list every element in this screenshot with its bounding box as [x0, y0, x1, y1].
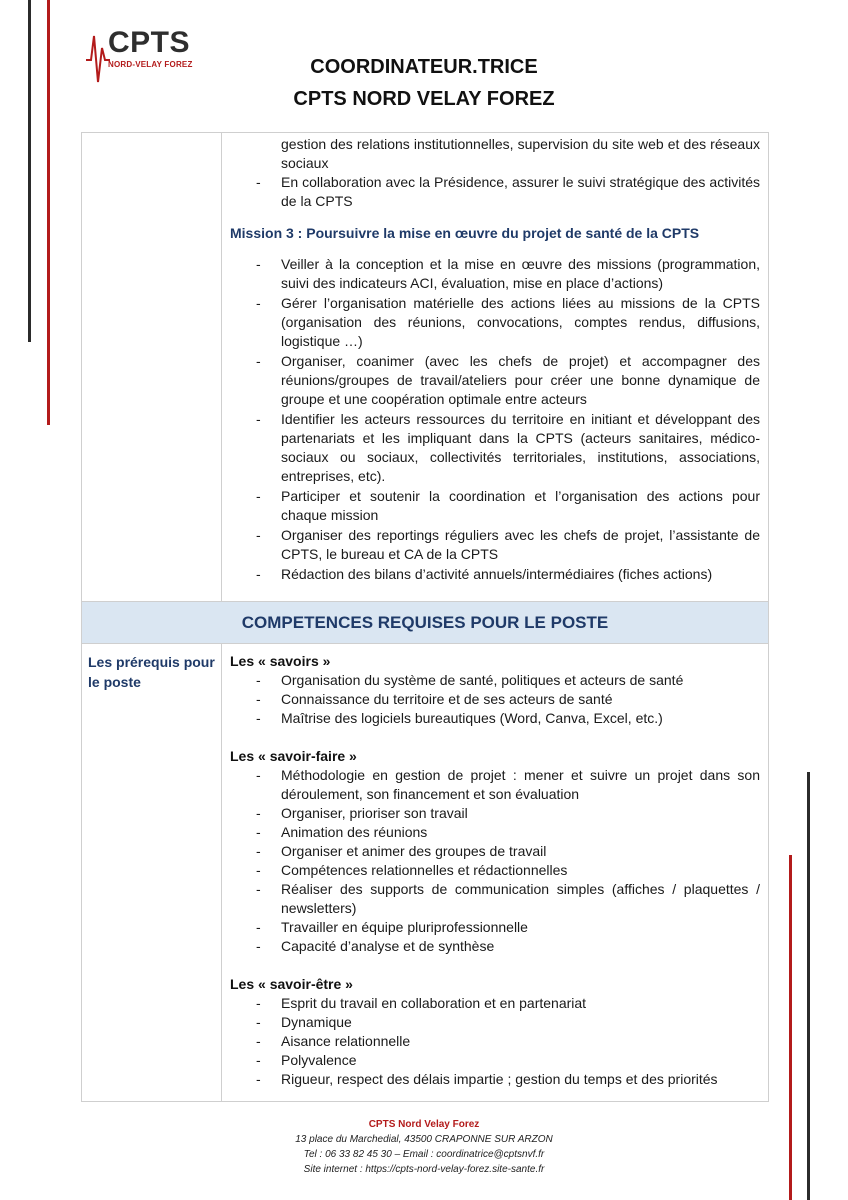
prerequisites-label: Les prérequis pour le poste: [88, 654, 215, 690]
savoirs-list: [230, 671, 760, 728]
list-item: [230, 842, 760, 861]
mission-row: [82, 133, 768, 602]
list-item-text: En collaboration avec la Présidence, assurer le suivi stratégique des activités de la CPTS: [281, 174, 760, 209]
list-item: [230, 1070, 760, 1089]
list-item: [230, 294, 760, 351]
footer-website: Site internet : https://cpts-nord-velay-forez.site-sante.fr: [303, 1164, 545, 1175]
list-item-text: Organiser, prioriser son travail: [281, 805, 468, 821]
list-item: [230, 1051, 760, 1070]
list-dash: -: [256, 881, 261, 897]
list-dash: -: [256, 1014, 261, 1030]
prerequisites-content: [222, 644, 768, 1101]
page-footer: [0, 1117, 848, 1177]
list-item: [230, 1013, 760, 1032]
list-item: [230, 937, 760, 956]
list-item: [230, 671, 760, 690]
list-item-text: Veiller à la conception et la mise en œuvre des missions (programmation, suivi des indicateurs ACI, évaluation, mise en place d’actions): [281, 256, 760, 291]
spacer: [230, 728, 760, 747]
list-item: [230, 880, 760, 918]
list-item-text: Maîtrise des logiciels bureautiques (Word, Canva, Excel, etc.): [281, 710, 663, 726]
list-dash: -: [256, 1052, 261, 1068]
list-dash: -: [256, 527, 261, 543]
savoir-etre-heading: Les « savoir-être »: [230, 976, 353, 992]
list-item-text: Rigueur, respect des délais impartie ; gestion du temps et des priorités: [281, 1071, 718, 1087]
logo-subtitle: NORD-VELAY FOREZ: [108, 60, 193, 69]
list-item: [230, 352, 760, 409]
list-dash: -: [256, 353, 261, 369]
list-dash: -: [256, 843, 261, 859]
mission-row-left-cell: [82, 133, 222, 601]
list-item: [230, 823, 760, 842]
list-item: [230, 994, 760, 1013]
prerequisites-row: [82, 644, 768, 1102]
list-item-text: Participer et soutenir la coordination et l’organisation des actions pour chaque mission: [281, 488, 760, 523]
logo-wordmark: CPTS: [108, 26, 191, 59]
page-title-line-1: COORDINATEUR.TRICE: [310, 56, 538, 78]
list-item: [230, 1032, 760, 1051]
list-item-text: Animation des réunions: [281, 824, 428, 840]
list-item-text: Identifier les acteurs ressources du territoire en initiant et développant des partenariats et les impliquant dans la CPTS (acteurs sanitaires, médico-sociaux ou sociaux, collectivités territoriales, institutions, associations, entreprises, etc).: [281, 411, 760, 484]
mission-row-content: [222, 133, 768, 601]
list-item-text: Méthodologie en gestion de projet : mener et suivre un projet dans son déroulement, son financement et son évaluation: [281, 767, 760, 802]
list-dash: -: [256, 411, 261, 427]
list-dash: -: [256, 995, 261, 1011]
list-item-text: Travailler en équipe pluriprofessionnelle: [281, 919, 528, 935]
list-item-text: Compétences relationnelles et rédactionnelles: [281, 862, 568, 878]
savoir-faire-list: [230, 766, 760, 956]
mission-3-title: Mission 3 : Poursuivre la mise en œuvre du projet de santé de la CPTS: [230, 225, 700, 241]
list-dash: -: [256, 256, 261, 272]
list-item-text: Capacité d’analyse et de synthèse: [281, 938, 495, 954]
list-dash: -: [256, 824, 261, 840]
list-item: [230, 804, 760, 823]
prerequisites-label-cell: [82, 644, 222, 1101]
list-dash: -: [256, 1033, 261, 1049]
list-item-text: Connaissance du territoire et de ses acteurs de santé: [281, 691, 613, 707]
list-dash: -: [256, 805, 261, 821]
list-dash: -: [256, 938, 261, 954]
job-description-table: [81, 132, 769, 1102]
list-item-text: Réaliser des supports de communication simples (affiches / plaquettes / newsletters): [281, 881, 760, 916]
list-item: [230, 690, 760, 709]
list-item: [230, 255, 760, 293]
footer-address: 13 place du Marchedial, 43500 CRAPONNE SUR ARZON: [295, 1134, 553, 1145]
list-dash: -: [256, 691, 261, 707]
list-item: [230, 861, 760, 880]
list-item: [230, 526, 760, 564]
list-item-text: Organiser, coanimer (avec les chefs de projet) et accompagner des réunions/groupes de travail/ateliers pour créer une bonne dynamique de groupe et une coopération optimale entre acteurs: [281, 353, 760, 407]
list-item-text: Rédaction des bilans d’activité annuels/intermédiaires (fiches actions): [281, 566, 713, 582]
list-dash: -: [256, 174, 261, 190]
list-dash: -: [256, 488, 261, 504]
footer-contact: Tel : 06 33 82 45 30 – Email : coordinatrice@cptsnvf.fr: [303, 1149, 545, 1160]
list-dash: -: [256, 1071, 261, 1087]
list-item-text: gestion des relations institutionnelles, supervision du site web et des réseaux sociaux: [281, 136, 760, 171]
list-item-text: Organiser et animer des groupes de travail: [281, 843, 547, 859]
list-item-text: Esprit du travail en collaboration et en partenariat: [281, 995, 587, 1011]
list-dash: -: [256, 566, 261, 582]
mission-3-list: [230, 255, 760, 584]
spacer: [230, 956, 760, 975]
list-item-text: Organiser des reportings réguliers avec les chefs de projet, l’assistante de CPTS, le bureau et CA de la CPTS: [281, 527, 760, 562]
list-item: [230, 565, 760, 584]
list-dash: -: [256, 919, 261, 935]
list-dash: -: [256, 672, 261, 688]
list-dash: -: [256, 295, 261, 311]
competences-section-heading: COMPETENCES REQUISES POUR LE POSTE: [82, 602, 768, 644]
continued-list: [230, 135, 760, 211]
list-item-text: Organisation du système de santé, politiques et acteurs de santé: [281, 672, 684, 688]
list-item: [230, 487, 760, 525]
list-dash: -: [256, 767, 261, 783]
decorative-bar-left-dark: [28, 0, 31, 342]
list-item: [230, 135, 760, 173]
savoir-faire-heading: Les « savoir-faire »: [230, 748, 357, 764]
list-item-text: Aisance relationnelle: [281, 1033, 411, 1049]
savoirs-heading: Les « savoirs »: [230, 653, 331, 669]
list-dash: -: [256, 710, 261, 726]
page-title-line-2: CPTS NORD VELAY FOREZ: [293, 88, 555, 110]
list-item: [230, 173, 760, 211]
list-item: [230, 918, 760, 937]
list-item: [230, 766, 760, 804]
footer-org-name: CPTS Nord Velay Forez: [368, 1119, 480, 1130]
list-item-text: Dynamique: [281, 1014, 352, 1030]
list-item-text: Polyvalence: [281, 1052, 357, 1068]
list-item-text: Gérer l’organisation matérielle des actions liées au missions de la CPTS (organisation des réunions, convocations, comptes rendus, diffusions, logistique …): [281, 295, 760, 349]
list-item: [230, 410, 760, 486]
list-dash: -: [256, 862, 261, 878]
list-item: [230, 709, 760, 728]
savoir-etre-list: [230, 994, 760, 1089]
